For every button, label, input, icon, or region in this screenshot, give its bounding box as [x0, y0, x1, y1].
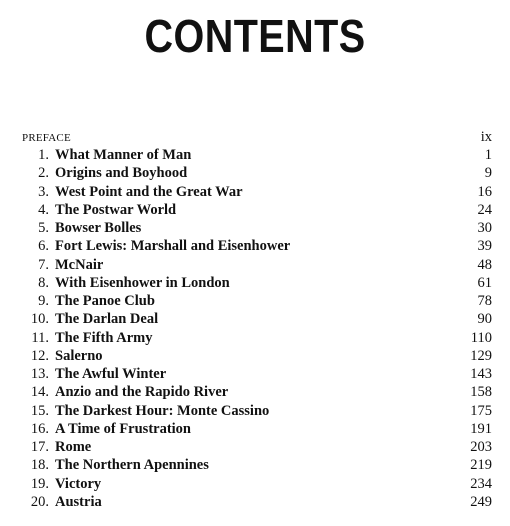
- chapter-page-number: 219: [470, 457, 492, 474]
- toc-row: [22, 202, 492, 220]
- chapter-title: With Eisenhower in London: [55, 274, 230, 291]
- toc-row: [22, 257, 492, 275]
- chapter-number: 7.: [38, 256, 49, 273]
- toc-row: [22, 220, 492, 238]
- chapter-number: 14.: [30, 384, 49, 401]
- toc-row: [22, 165, 492, 183]
- chapter-number: 1.: [38, 147, 49, 163]
- chapter-number: 15.: [30, 402, 49, 419]
- table-of-contents: [22, 129, 492, 512]
- chapter-title: Salerno: [55, 347, 103, 364]
- chapter-page-number: 143: [470, 366, 492, 382]
- chapter-title: Origins and Boyhood: [55, 165, 188, 182]
- chapter-number: 6.: [38, 238, 49, 255]
- chapter-title: The Northern Apennines: [55, 457, 209, 474]
- chapter-number: 8.: [38, 274, 49, 291]
- toc-row: [22, 275, 492, 293]
- chapter-number: 17.: [30, 439, 49, 455]
- chapter-number: 4.: [38, 201, 49, 218]
- chapter-title: Fort Lewis: Marshall and Eisenhower: [55, 238, 291, 255]
- chapter-number: 5.: [38, 220, 49, 236]
- chapter-title: Anzio and the Rapido River: [55, 384, 229, 401]
- chapter-title: The Panoe Club: [55, 293, 155, 309]
- chapter-page-number: 16: [477, 183, 492, 200]
- chapter-page-number: 175: [470, 402, 492, 419]
- chapter-number: 3.: [38, 183, 49, 200]
- chapter-page-number: 191: [470, 420, 492, 437]
- toc-row: [22, 494, 492, 512]
- preface-label: PREFACE: [22, 132, 71, 144]
- toc-row: [22, 476, 492, 494]
- chapter-number: 20.: [30, 493, 49, 510]
- chapter-number: 12.: [30, 347, 49, 364]
- chapter-number: 18.: [30, 457, 49, 474]
- chapter-number: 13.: [30, 366, 49, 382]
- chapter-page-number: 203: [470, 439, 492, 455]
- chapter-title: Victory: [55, 475, 102, 492]
- toc-row: [22, 293, 492, 311]
- chapter-title: Bowser Bolles: [55, 220, 142, 236]
- toc-row: [22, 147, 492, 165]
- chapter-page-number: 24: [477, 201, 492, 218]
- toc-row: [22, 457, 492, 475]
- page-title: CONTENTS: [144, 10, 366, 62]
- toc-row: [22, 366, 492, 384]
- toc-row-preface: [22, 129, 492, 147]
- chapter-number: 9.: [38, 293, 49, 309]
- chapter-page-number: 90: [477, 311, 492, 328]
- chapter-page-number: 48: [477, 256, 492, 273]
- chapter-number: 2.: [38, 165, 49, 182]
- chapter-number: 10.: [30, 311, 49, 328]
- toc-row: [22, 403, 492, 421]
- chapter-title: Austria: [55, 493, 102, 510]
- chapter-page-number: 158: [470, 384, 492, 401]
- chapter-page-number: 39: [477, 238, 492, 255]
- toc-row: [22, 311, 492, 329]
- chapter-title: The Darlan Deal: [55, 311, 159, 328]
- chapter-number: 11.: [31, 329, 49, 346]
- chapter-page-number: 110: [470, 329, 492, 346]
- chapter-title: The Fifth Army: [55, 329, 153, 346]
- chapter-number: 16.: [30, 420, 49, 437]
- chapter-page-number: 249: [470, 493, 492, 510]
- chapter-page-number: 1: [484, 147, 492, 163]
- toc-row: [22, 439, 492, 457]
- chapter-title: Rome: [55, 439, 92, 455]
- chapter-title: The Awful Winter: [55, 366, 167, 382]
- chapter-page-number: 9: [484, 165, 492, 182]
- chapter-number: 19.: [30, 475, 49, 492]
- chapter-title: What Manner of Man: [55, 147, 192, 163]
- chapter-title: McNair: [55, 256, 104, 273]
- chapter-title: The Darkest Hour: Monte Cassino: [55, 402, 270, 419]
- toc-row: [22, 330, 492, 348]
- chapter-page-number: 61: [477, 274, 492, 291]
- chapter-page-number: 30: [477, 220, 492, 236]
- chapter-page-number: 78: [477, 293, 492, 309]
- chapter-title: A Time of Frustration: [55, 420, 192, 437]
- toc-row: [22, 421, 492, 439]
- toc-row: [22, 348, 492, 366]
- chapter-title: The Postwar World: [55, 201, 177, 218]
- chapter-title: West Point and the Great War: [55, 183, 243, 200]
- chapter-page-number: 234: [470, 475, 492, 492]
- toc-row: [22, 384, 492, 402]
- toc-row: [22, 184, 492, 202]
- preface-page-number: ix: [480, 129, 492, 145]
- chapter-page-number: 129: [470, 347, 492, 364]
- chapter-list: [22, 147, 492, 512]
- toc-row: [22, 238, 492, 256]
